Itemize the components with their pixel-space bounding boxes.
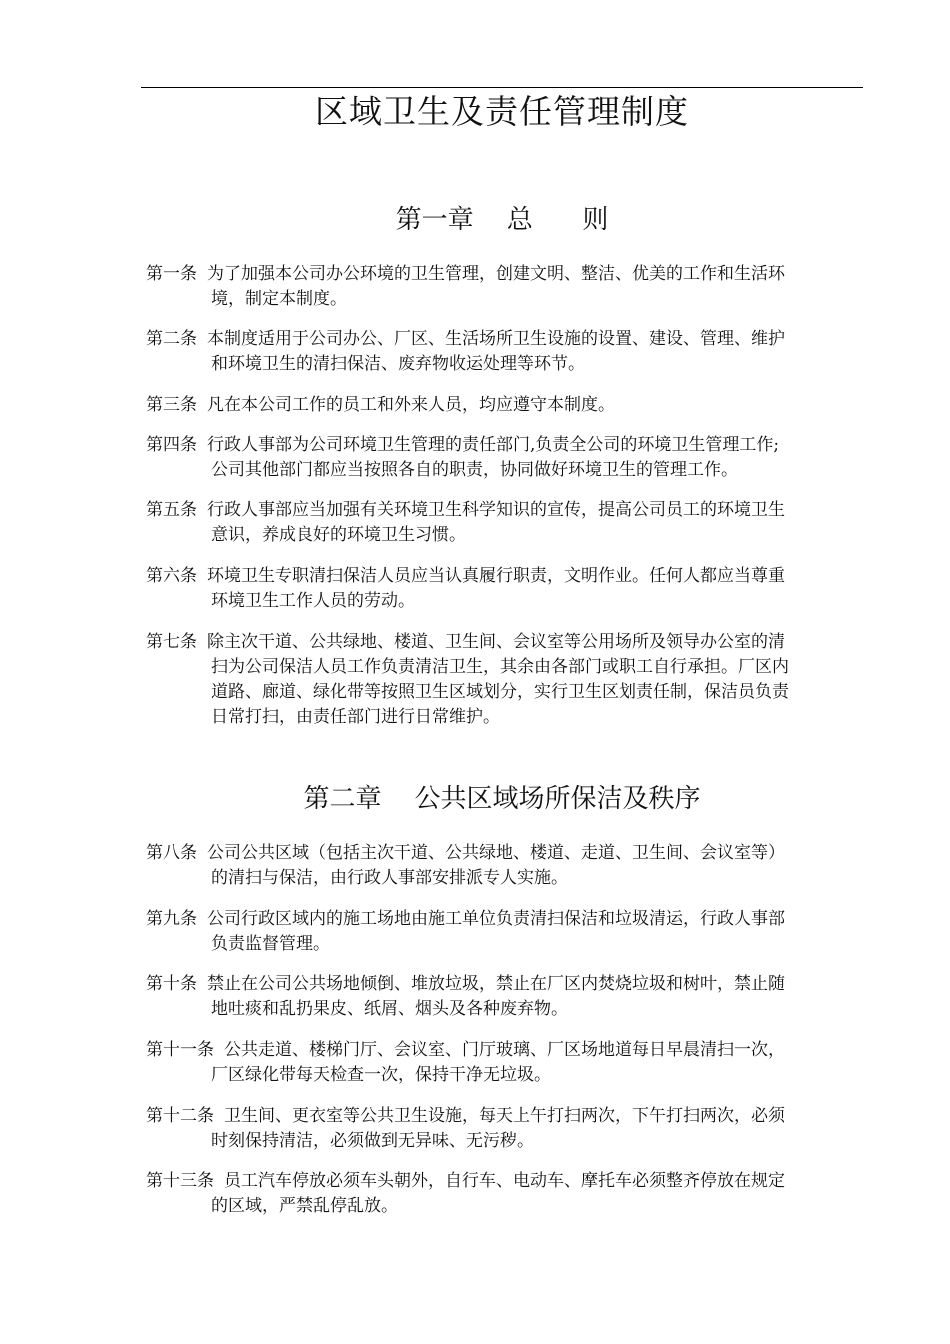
article-text: 时刻保持清洁，必须做到无异味、无污秽。 xyxy=(211,1131,534,1151)
article-label: 第十二条 xyxy=(146,1106,214,1126)
article-7 xyxy=(146,630,868,730)
article-label: 第九条 xyxy=(146,909,197,929)
article-text: 环境卫生工作人员的劳动。 xyxy=(211,591,415,611)
article-label: 第十三条 xyxy=(146,1171,214,1191)
article-label: 第三条 xyxy=(146,395,197,415)
article-10 xyxy=(146,972,868,1022)
article-label: 第四条 xyxy=(146,435,197,455)
article-label: 第八条 xyxy=(146,843,197,863)
article-text: 公司其他部门都应当按照各自的职责，协同做好环境卫生的管理工作。 xyxy=(211,460,738,480)
article-text: 的区域，严禁乱停乱放。 xyxy=(211,1196,398,1216)
chapter-2-heading: 第二章 公共区域场所保洁及秩序 xyxy=(303,784,701,814)
top-rule xyxy=(141,87,863,88)
article-12 xyxy=(146,1104,868,1154)
article-text: 厂区绿化带每天检查一次，保持干净无垃圾。 xyxy=(211,1065,551,1085)
article-text: 境，制定本制度。 xyxy=(211,289,347,309)
article-text: 行政人事部应当加强有关环境卫生科学知识的宣传，提高公司员工的环境卫生 xyxy=(207,500,785,520)
article-11 xyxy=(146,1038,868,1088)
article-2 xyxy=(146,327,868,377)
article-label: 第二条 xyxy=(146,329,197,349)
article-text: 员工汽车停放必须车头朝外，自行车、电动车、摩托车必须整齐停放在规定 xyxy=(224,1171,785,1191)
article-text: 为了加强本公司办公环境的卫生管理，创建文明、整洁、优美的工作和生活环 xyxy=(207,264,785,284)
document-title: 区域卫生及责任管理制度 xyxy=(315,92,689,131)
article-text: 卫生间、更衣室等公共卫生设施，每天上午打扫两次，下午打扫两次，必须 xyxy=(224,1106,785,1126)
article-label: 第五条 xyxy=(146,500,197,520)
article-text: 意识，养成良好的环境卫生习惯。 xyxy=(211,525,466,545)
article-text: 负责监督管理。 xyxy=(211,934,330,954)
article-text: 和环境卫生的清扫保洁、废弃物收运处理等环节。 xyxy=(211,354,585,374)
article-text: 公司公共区域（包括主次干道、公共绿地、楼道、走道、卫生间、会议室等） xyxy=(207,843,785,863)
article-9 xyxy=(146,907,868,957)
article-text: 道路、廊道、绿化带等按照卫生区域划分，实行卫生区划责任制，保洁员负责 xyxy=(211,682,789,702)
article-13 xyxy=(146,1169,868,1219)
article-text: 日常打扫，由责任部门进行日常维护。 xyxy=(211,707,500,727)
chapter-1-heading: 第一章 总 则 xyxy=(395,205,609,235)
article-label: 第一条 xyxy=(146,264,197,284)
article-text: 地吐痰和乱扔果皮、纸屑、烟头及各种废弃物。 xyxy=(211,999,568,1019)
article-text: 凡在本公司工作的员工和外来人员，均应遵守本制度。 xyxy=(207,395,615,415)
article-8 xyxy=(146,841,868,891)
article-text: 扫为公司保洁人员工作负责清洁卫生，其余由各部门或职工自行承担。厂区内 xyxy=(211,657,789,677)
article-text: 公共走道、楼梯门厅、会议室、门厅玻璃、厂区场地道每日早晨清扫一次， xyxy=(224,1040,785,1060)
article-1 xyxy=(146,262,868,312)
article-label: 第七条 xyxy=(146,632,197,652)
article-text: 本制度适用于公司办公、厂区、生活场所卫生设施的设置、建设、管理、维护 xyxy=(207,329,785,349)
article-text: 公司行政区域内的施工场地由施工单位负责清扫保洁和垃圾清运，行政人事部 xyxy=(207,909,785,929)
article-text: 行政人事部为公司环境卫生管理的责任部门,负责全公司的环境卫生管理工作; xyxy=(207,435,780,455)
article-5 xyxy=(146,498,868,548)
article-label: 第六条 xyxy=(146,566,197,586)
article-label: 第十条 xyxy=(146,974,197,994)
article-text: 除主次干道、公共绿地、楼道、卫生间、会议室等公用场所及领导办公室的清 xyxy=(207,632,785,652)
article-6 xyxy=(146,564,868,614)
article-text: 的清扫与保洁，由行政人事部安排派专人实施。 xyxy=(211,868,568,888)
article-label: 第十一条 xyxy=(146,1040,214,1060)
article-4 xyxy=(146,433,868,483)
article-text: 环境卫生专职清扫保洁人员应当认真履行职责，文明作业。任何人都应当尊重 xyxy=(207,566,785,586)
article-text: 禁止在公司公共场地倾倒、堆放垃圾，禁止在厂区内焚烧垃圾和树叶，禁止随 xyxy=(207,974,785,994)
article-3 xyxy=(146,393,868,418)
